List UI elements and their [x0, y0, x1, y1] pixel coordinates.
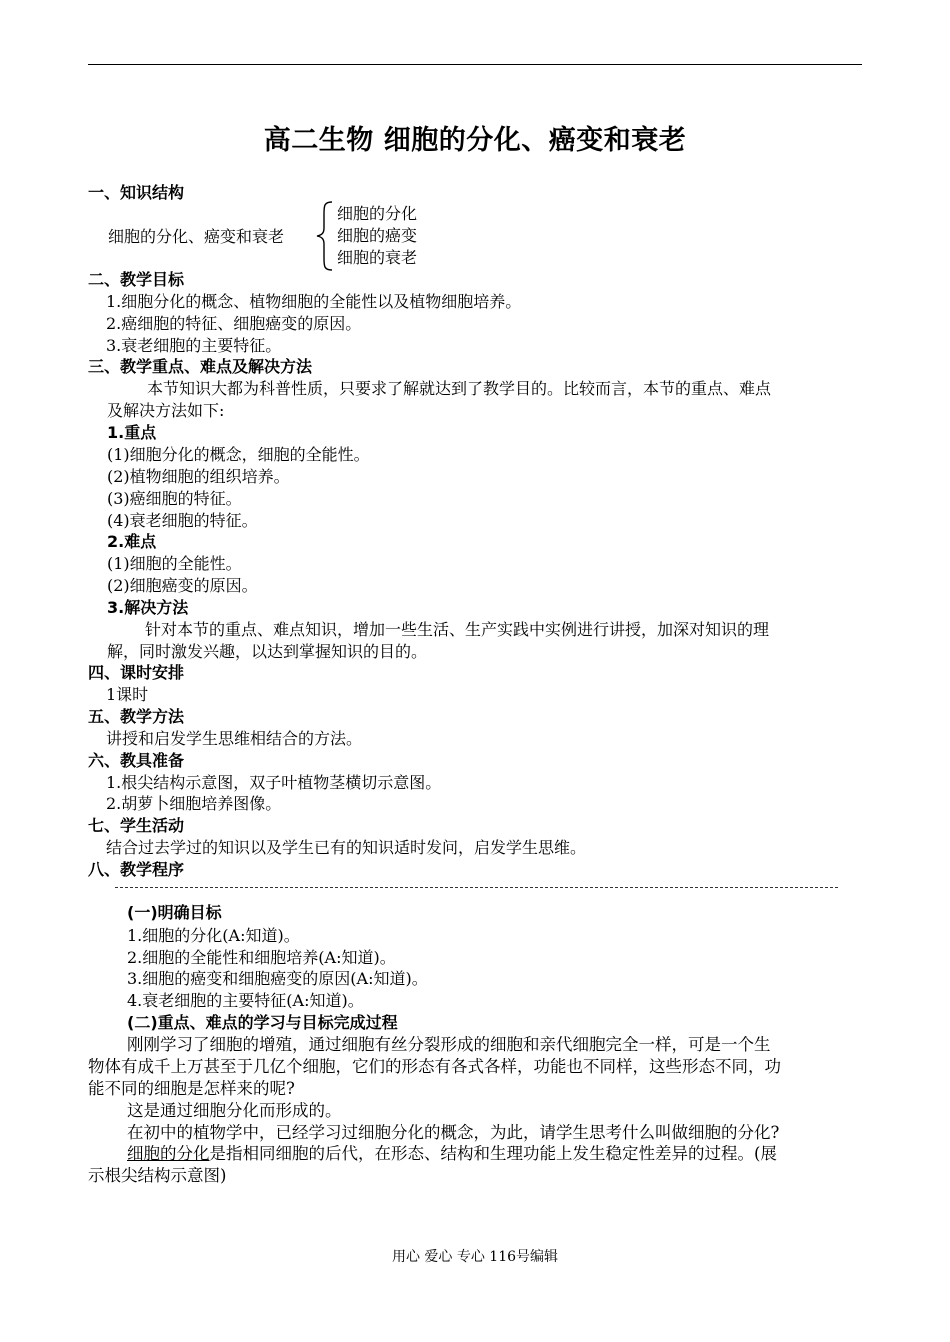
- goal-item: 2.癌细胞的特征、细胞癌变的原因。: [106, 314, 362, 333]
- method-paragraph: 针对本节的重点、难点知识，增加一些生活、生产实践中实例进行讲授，加深对知识的理: [145, 620, 770, 639]
- section-heading-method: 五、教学方法: [88, 707, 185, 726]
- subheading-process: (二)重点、难点的学习与目标完成过程: [127, 1013, 398, 1032]
- structure-branch: 细胞的癌变: [337, 226, 418, 245]
- material-item: 2.胡萝卜细胞培养图像。: [106, 794, 282, 813]
- intro-paragraph-cont: 及解决方法如下:: [107, 401, 225, 420]
- section-heading-goals: 二、教学目标: [88, 270, 185, 289]
- page-footer: 用心 爱心 专心 116号编辑: [391, 1249, 559, 1265]
- definition-paragraph: [127, 1143, 777, 1165]
- section-heading-schedule: 四、课时安排: [88, 663, 185, 682]
- subheading-objectives: (一)明确目标: [127, 903, 222, 922]
- method-text: 讲授和启发学生思维相结合的方法。: [106, 729, 363, 748]
- difficult-item: (2)细胞癌变的原因。: [107, 576, 258, 595]
- page-title: 高二生物 细胞的分化、癌变和衰老: [263, 125, 687, 156]
- objective-item: 4.衰老细胞的主要特征(A:知道)。: [127, 991, 364, 1010]
- definition-text: 是指相同细胞的后代，在形态、结构和生理功能上发生稳定性差异的过程。(展: [209, 1144, 777, 1163]
- definition-paragraph-cont: 示根尖结构示意图): [88, 1166, 227, 1185]
- section-heading-knowledge: 一、知识结构: [88, 183, 185, 202]
- section-heading-materials: 六、教具准备: [88, 751, 185, 770]
- definition-term: 细胞的分化: [127, 1144, 210, 1163]
- method-paragraph-cont: 解，同时激发兴趣，以达到掌握知识的目的。: [107, 642, 428, 661]
- goal-item: 3.衰老细胞的主要特征。: [106, 336, 282, 355]
- structure-branch: 细胞的衰老: [337, 248, 418, 267]
- key-item: (2)植物细胞的组织培养。: [107, 467, 290, 486]
- body-paragraph: 在初中的植物学中，已经学习过细胞分化的概念，为此，请学生思考什么叫做细胞的分化?: [127, 1123, 780, 1142]
- section-heading-keypoints: 三、教学重点、难点及解决方法: [88, 357, 313, 376]
- body-paragraph-cont: 能不同的细胞是怎样来的呢?: [88, 1079, 295, 1098]
- key-item: (3)癌细胞的特征。: [107, 489, 242, 508]
- section-heading-activities: 七、学生活动: [88, 816, 185, 835]
- objective-item: 2.细胞的全能性和细胞培养(A:知道)。: [127, 948, 396, 967]
- intro-paragraph: 本节知识大都为科普性质，只要求了解就达到了教学目的。比较而言，本节的重点、难点: [147, 379, 772, 398]
- difficult-item: (1)细胞的全能性。: [107, 554, 242, 573]
- body-paragraph: 这是通过细胞分化而形成的。: [127, 1101, 342, 1120]
- schedule-text: 1课时: [106, 685, 149, 704]
- structure-branch: 细胞的分化: [337, 204, 418, 223]
- subheading-difficult: 2.难点: [107, 532, 157, 551]
- body-paragraph-cont: 物体有成千上万甚至于几亿个细胞，它们的形态有各式各样，功能也不同样，这些形态不同，功: [88, 1057, 781, 1076]
- material-item: 1.根尖结构示意图，双子叶植物茎横切示意图。: [106, 773, 442, 792]
- section-heading-procedure: 八、教学程序: [88, 860, 185, 879]
- body-paragraph: 刚刚学习了细胞的增殖，通过细胞有丝分裂形成的细胞和亲代细胞完全一样，可是一个生: [127, 1035, 771, 1054]
- dashed-divider: [115, 887, 838, 888]
- subheading-method: 3.解决方法: [107, 598, 189, 617]
- goal-item: 1.细胞分化的概念、植物细胞的全能性以及植物细胞培养。: [106, 292, 522, 311]
- header-rule: [88, 64, 862, 65]
- objective-item: 1.细胞的分化(A:知道)。: [127, 926, 300, 945]
- activities-text: 结合过去学过的知识以及学生已有的知识适时发问，启发学生思维。: [106, 838, 587, 857]
- curly-brace-icon: [314, 200, 336, 272]
- key-item: (1)细胞分化的概念，细胞的全能性。: [107, 445, 370, 464]
- structure-root: 细胞的分化、癌变和衰老: [108, 227, 285, 246]
- objective-item: 3.细胞的癌变和细胞癌变的原因(A:知道)。: [127, 969, 428, 988]
- subheading-key: 1.重点: [107, 423, 157, 442]
- key-item: (4)衰老细胞的特征。: [107, 511, 258, 530]
